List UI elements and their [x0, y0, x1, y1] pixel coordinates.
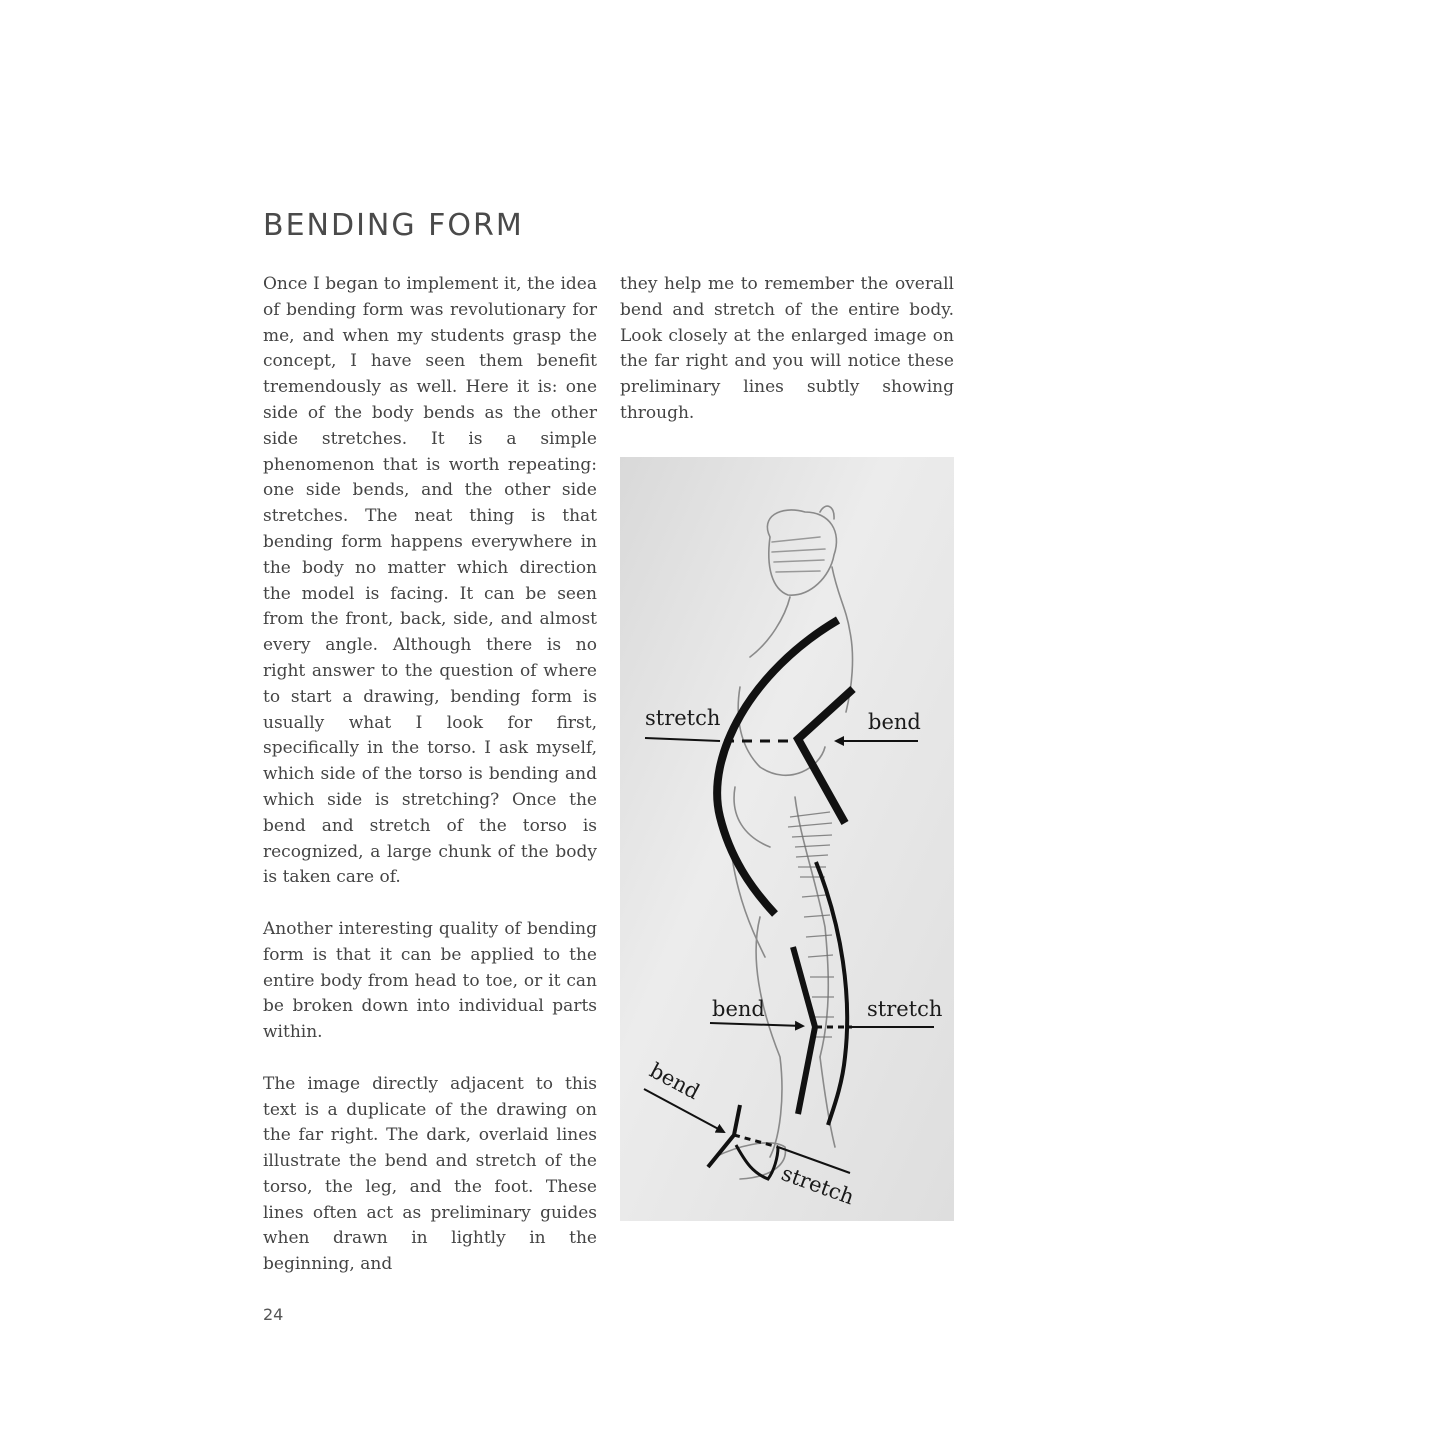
leg-bend-label: bend [712, 997, 765, 1021]
left-text-column [263, 272, 597, 1304]
paragraph-2: Another interesting quality of bending form is that it can be applied to the entire body from head to toe, or it can be broken down into individual parts within. [263, 918, 597, 1043]
paragraph-4: they help me to remember the overall bend and stretch of the entire body. Look closely at the enlarged image on the far right and you will notice these preliminary lines subtly showing through. [620, 274, 954, 423]
foot-stretch-label: stretch [778, 1161, 858, 1210]
paragraph-3: The image directly adjacent to this text is a duplicate of the drawing on the far right. The dark, overlaid lines illustrate the bend and stretch of the torso, the leg, and the foot. These lines often act as preliminary guides when drawn in lightly in the beginning, and [263, 1073, 597, 1275]
page-number: 24 [263, 1305, 284, 1324]
right-text-column [620, 272, 954, 453]
figure-svg [620, 457, 954, 1221]
torso-stretch-label: stretch [645, 706, 721, 730]
paragraph-1: Once I began to implement it, the idea of bending form was revolutionary for me, and when my students grasp the concept, I have seen them benefit tremendously as well. Here it is: one side of the body bends as the other side stretches. It is a simple phenomenon that is worth repeating: one side bends, and the other side stretches. The neat thing is that bending form happens everywhere in the body no matter which direction the model is facing. It can be seen from the front, back, side, and almost every angle. Although there is no right answer to the question of where to start a drawing, bending form is usually what I look for first, specifically in the torso. I ask myself, which side of the torso is bending and which side is stretching? Once the bend and stretch of the torso is recognized, a large chunk of the body is taken care of. [263, 274, 597, 888]
torso-bend-label: bend [868, 710, 921, 734]
bending-form-figure [620, 457, 954, 1221]
foot-bend-label: bend [645, 1058, 704, 1105]
leg-stretch-label: stretch [867, 997, 943, 1021]
page-heading: BENDING FORM [263, 208, 524, 243]
